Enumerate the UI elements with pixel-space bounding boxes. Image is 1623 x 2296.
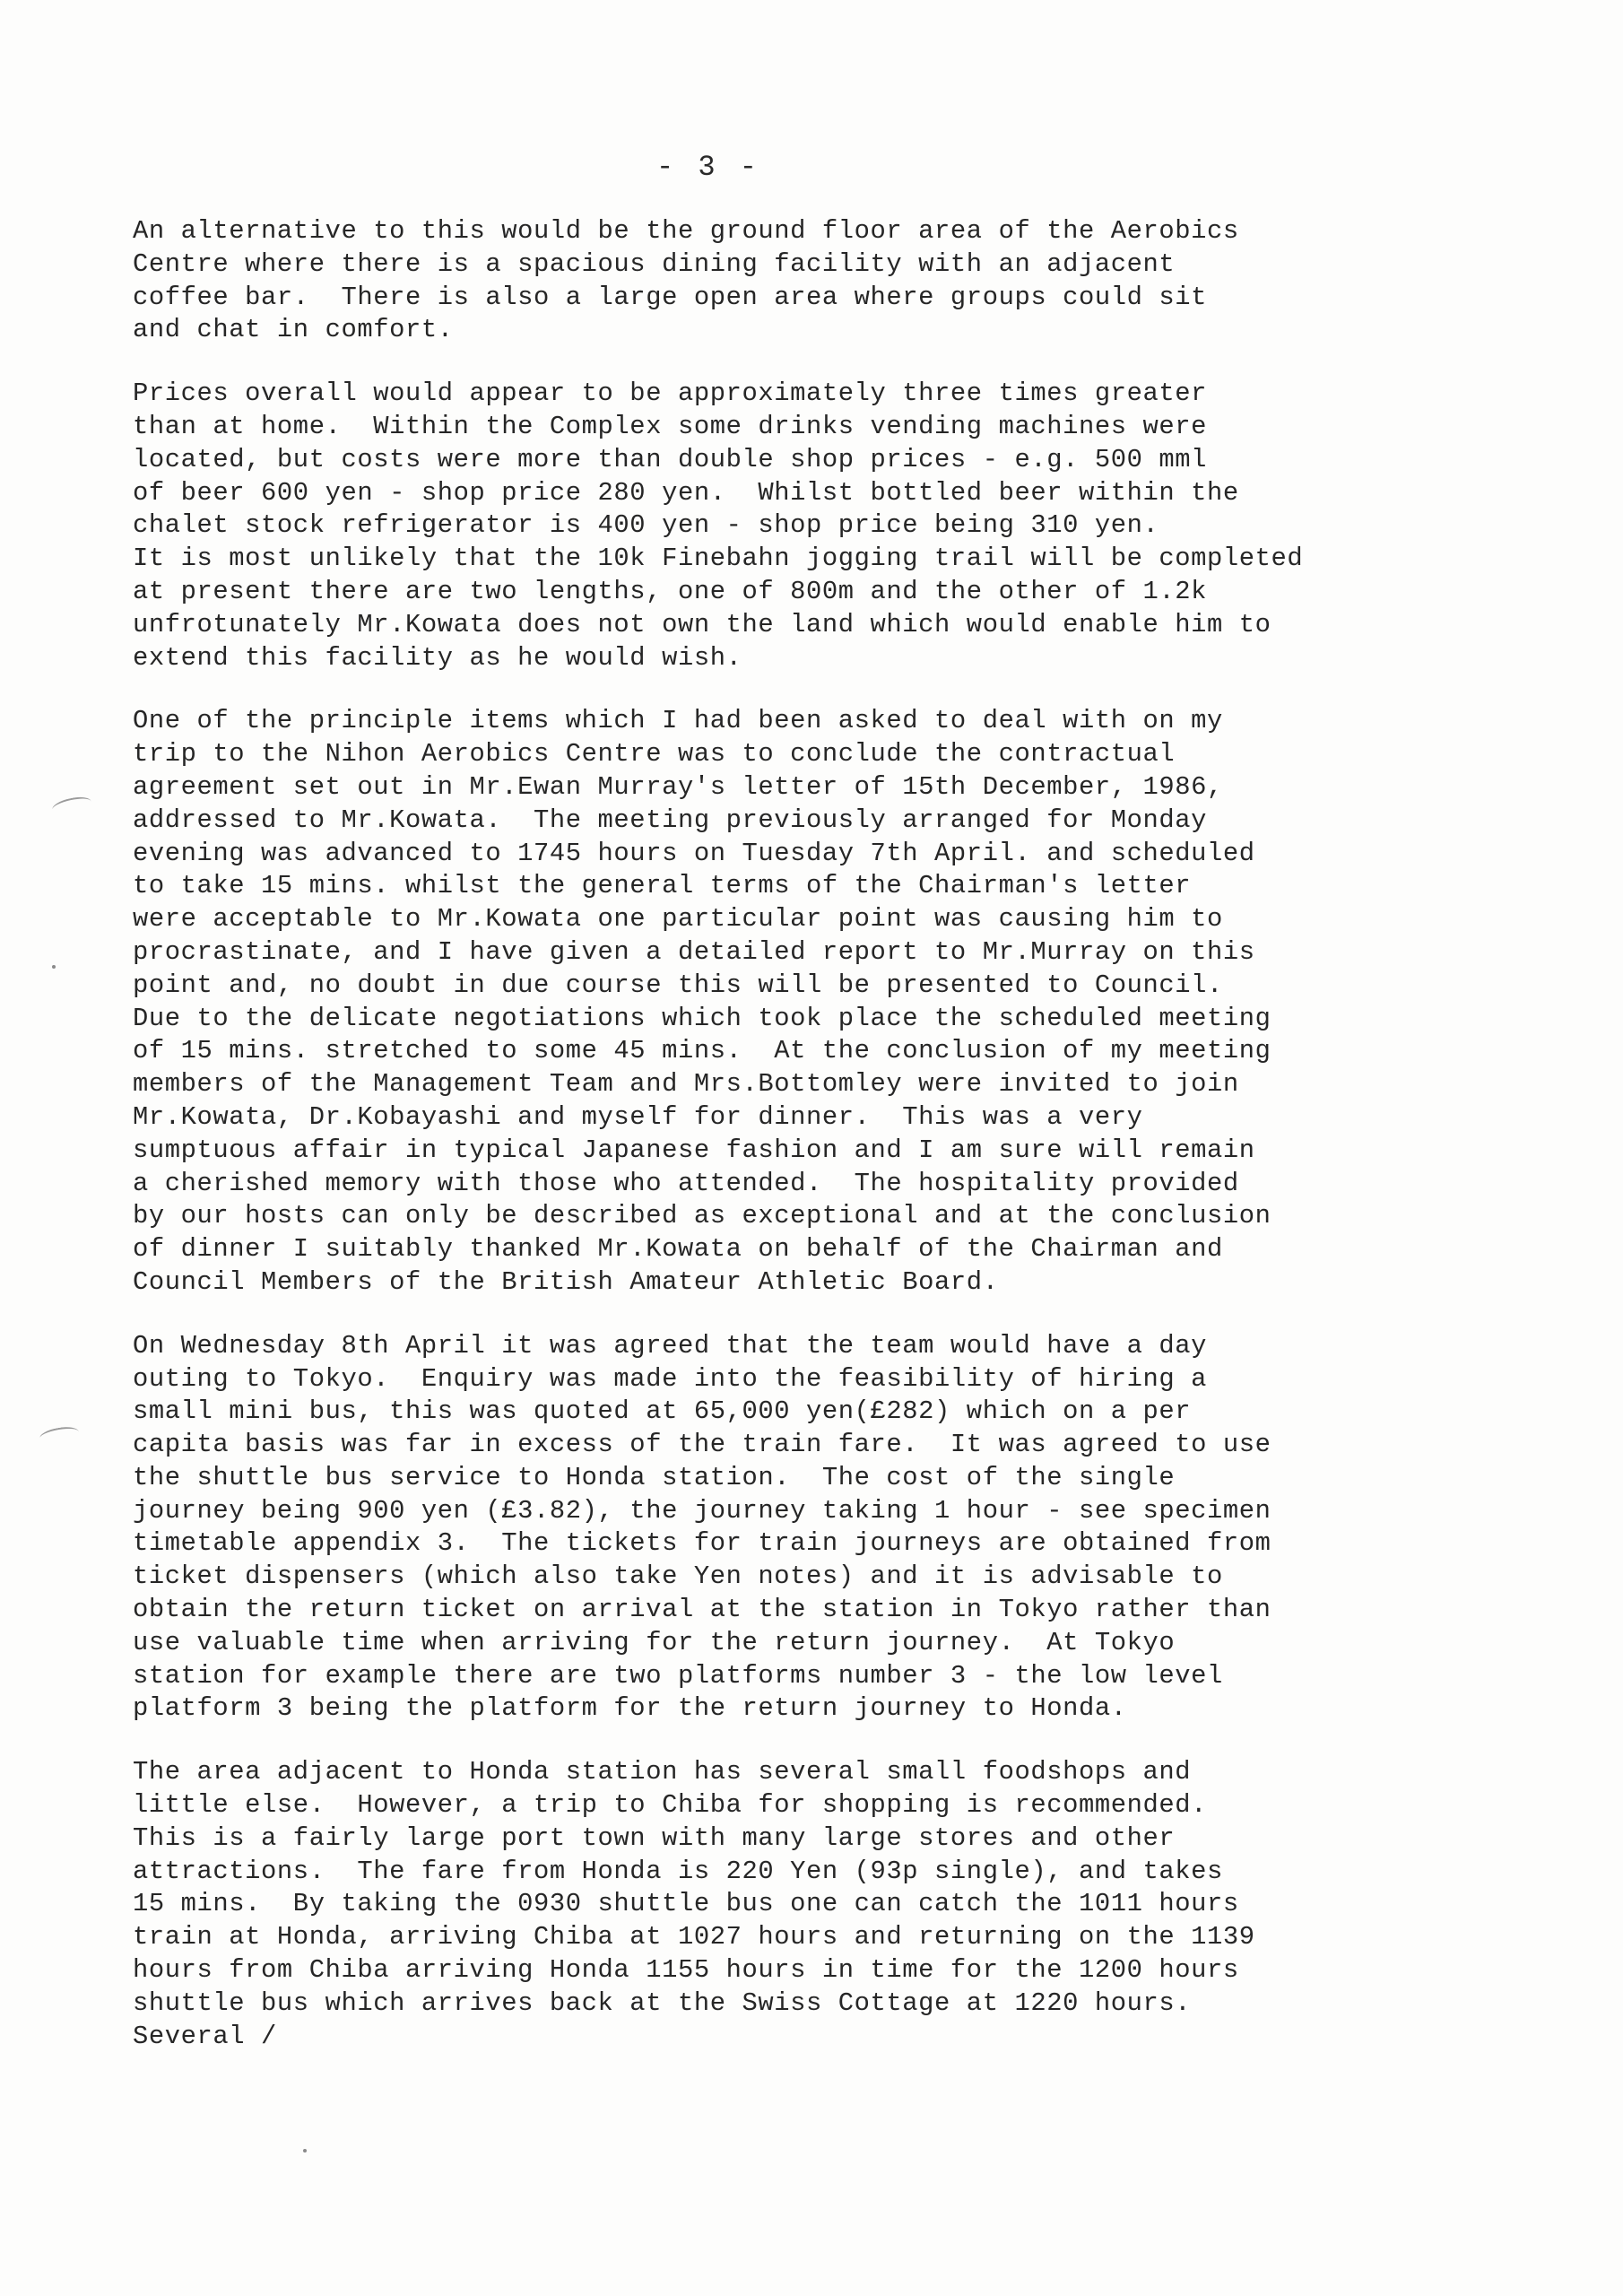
text-line: shuttle bus which arrives back at the Swiss Cottage at 1220 hours. <box>133 1987 1192 2018</box>
punch-hole-mark <box>39 1424 80 1445</box>
text-line: station for example there are two platforms number 3 - the low level <box>133 1660 1223 1691</box>
paragraph <box>133 1756 1594 2053</box>
text-line: coffee bar. There is also a large open area where groups could sit <box>133 282 1208 312</box>
text-line: timetable appendix 3. The tickets for train journeys are obtained from <box>133 1528 1271 1559</box>
letter-body <box>133 215 1594 2083</box>
text-line: by our hosts can only be described as exceptional and at the conclusion <box>133 1201 1271 1231</box>
text-line: of 15 mins. stretched to some 45 mins. At the conclusion of my meeting <box>133 1036 1271 1066</box>
text-line: to take 15 mins. whilst the general terms of the Chairman's letter <box>133 871 1192 901</box>
text-line: An alternative to this would be the ground floor area of the Aerobics <box>133 216 1239 246</box>
text-line: 15 mins. By taking the 0930 shuttle bus one can catch the 1011 hours <box>133 1889 1239 1919</box>
text-line: located, but costs were more than double shop prices - e.g. 500 mml <box>133 444 1208 474</box>
text-line: trip to the Nihon Aerobics Centre was to conclude the contractual <box>133 739 1176 770</box>
text-line: Centre where there is a spacious dining facility with an adjacent <box>133 248 1176 279</box>
text-line: This is a fairly large port town with many large stores and other <box>133 1822 1176 1853</box>
text-line: members of the Management Team and Mrs.Bottomley were invited to join <box>133 1069 1239 1100</box>
text-line: point and, no doubt in due course this will be presented to Council. <box>133 970 1223 1000</box>
text-line: evening was advanced to 1745 hours on Tuesday 7th April. and scheduled <box>133 838 1255 868</box>
text-line: Several / <box>133 2021 277 2051</box>
text-line: Council Members of the British Amateur Athletic Board. <box>133 1266 999 1297</box>
text-line: the shuttle bus service to Honda station. The cost of the single <box>133 1462 1176 1492</box>
text-line: platform 3 being the platform for the return journey to Honda. <box>133 1693 1127 1724</box>
text-line: of dinner I suitably thanked Mr.Kowata on behalf of the Chairman and <box>133 1234 1223 1265</box>
text-line: It is most unlikely that the 10k Finebahn jogging trail will be completed <box>133 544 1304 574</box>
text-line: were acceptable to Mr.Kowata one particular point was causing him to <box>133 904 1223 935</box>
text-line: Prices overall would appear to be approximately three times greater <box>133 378 1208 409</box>
paragraph <box>133 1330 1594 1726</box>
text-line: hours from Chiba arriving Honda 1155 hours in time for the 1200 hours <box>133 1955 1239 1986</box>
text-line: unfrotunately Mr.Kowata does not own the land which would enable him to <box>133 609 1271 639</box>
text-line: procrastinate, and I have given a detailed report to Mr.Murray on this <box>133 936 1255 967</box>
paper-speck <box>303 2149 307 2152</box>
text-line: outing to Tokyo. Enquiry was made into the feasibility of hiring a <box>133 1363 1208 1394</box>
paragraph <box>133 378 1594 674</box>
punch-hole-mark <box>51 795 92 817</box>
text-line: train at Honda, arriving Chiba at 1027 hours and returning on the 1139 <box>133 1922 1255 1952</box>
text-line: Due to the delicate negotiations which took place the scheduled meeting <box>133 1003 1271 1033</box>
text-line: obtain the return ticket on arrival at the station in Tokyo rather than <box>133 1595 1271 1625</box>
paragraph <box>133 705 1594 1299</box>
page-number: - 3 - <box>655 151 760 184</box>
text-line: On Wednesday 8th April it was agreed that the team would have a day <box>133 1330 1208 1361</box>
text-line: small mini bus, this was quoted at 65,000 yen(£282) which on a per <box>133 1396 1192 1427</box>
text-line: at present there are two lengths, one of 800m and the other of 1.2k <box>133 576 1208 606</box>
text-line: attractions. The fare from Honda is 220 Yen (93p single), and takes <box>133 1856 1223 1886</box>
text-line: extend this facility as he would wish. <box>133 642 742 673</box>
text-line: little else. However, a trip to Chiba for shopping is recommended. <box>133 1790 1208 1821</box>
text-line: than at home. Within the Complex some drinks vending machines were <box>133 411 1208 441</box>
text-line: sumptuous affair in typical Japanese fashion and I am sure will remain <box>133 1135 1255 1165</box>
text-line: ticket dispensers (which also take Yen notes) and it is advisable to <box>133 1561 1223 1592</box>
text-line: capita basis was far in excess of the train fare. It was agreed to use <box>133 1430 1271 1460</box>
paper-speck <box>52 965 56 969</box>
text-line: Mr.Kowata, Dr.Kobayashi and myself for dinner. This was a very <box>133 1101 1143 1132</box>
text-line: journey being 900 yen (£3.82), the journey taking 1 hour - see specimen <box>133 1495 1271 1526</box>
paragraph <box>133 215 1594 347</box>
text-line: of beer 600 yen - shop price 280 yen. Whilst bottled beer within the <box>133 477 1239 508</box>
text-line: addressed to Mr.Kowata. The meeting previously arranged for Monday <box>133 804 1208 835</box>
text-line: a cherished memory with those who attended. The hospitality provided <box>133 1168 1239 1198</box>
text-line: chalet stock refrigerator is 400 yen - shop price being 310 yen. <box>133 510 1159 541</box>
text-line: One of the principle items which I had been asked to deal with on my <box>133 706 1223 736</box>
text-line: The area adjacent to Honda station has several small foodshops and <box>133 1757 1192 1787</box>
text-line: agreement set out in Mr.Ewan Murray's letter of 15th December, 1986, <box>133 771 1223 802</box>
text-line: and chat in comfort. <box>133 315 454 345</box>
text-line: use valuable time when arriving for the return journey. At Tokyo <box>133 1627 1176 1657</box>
